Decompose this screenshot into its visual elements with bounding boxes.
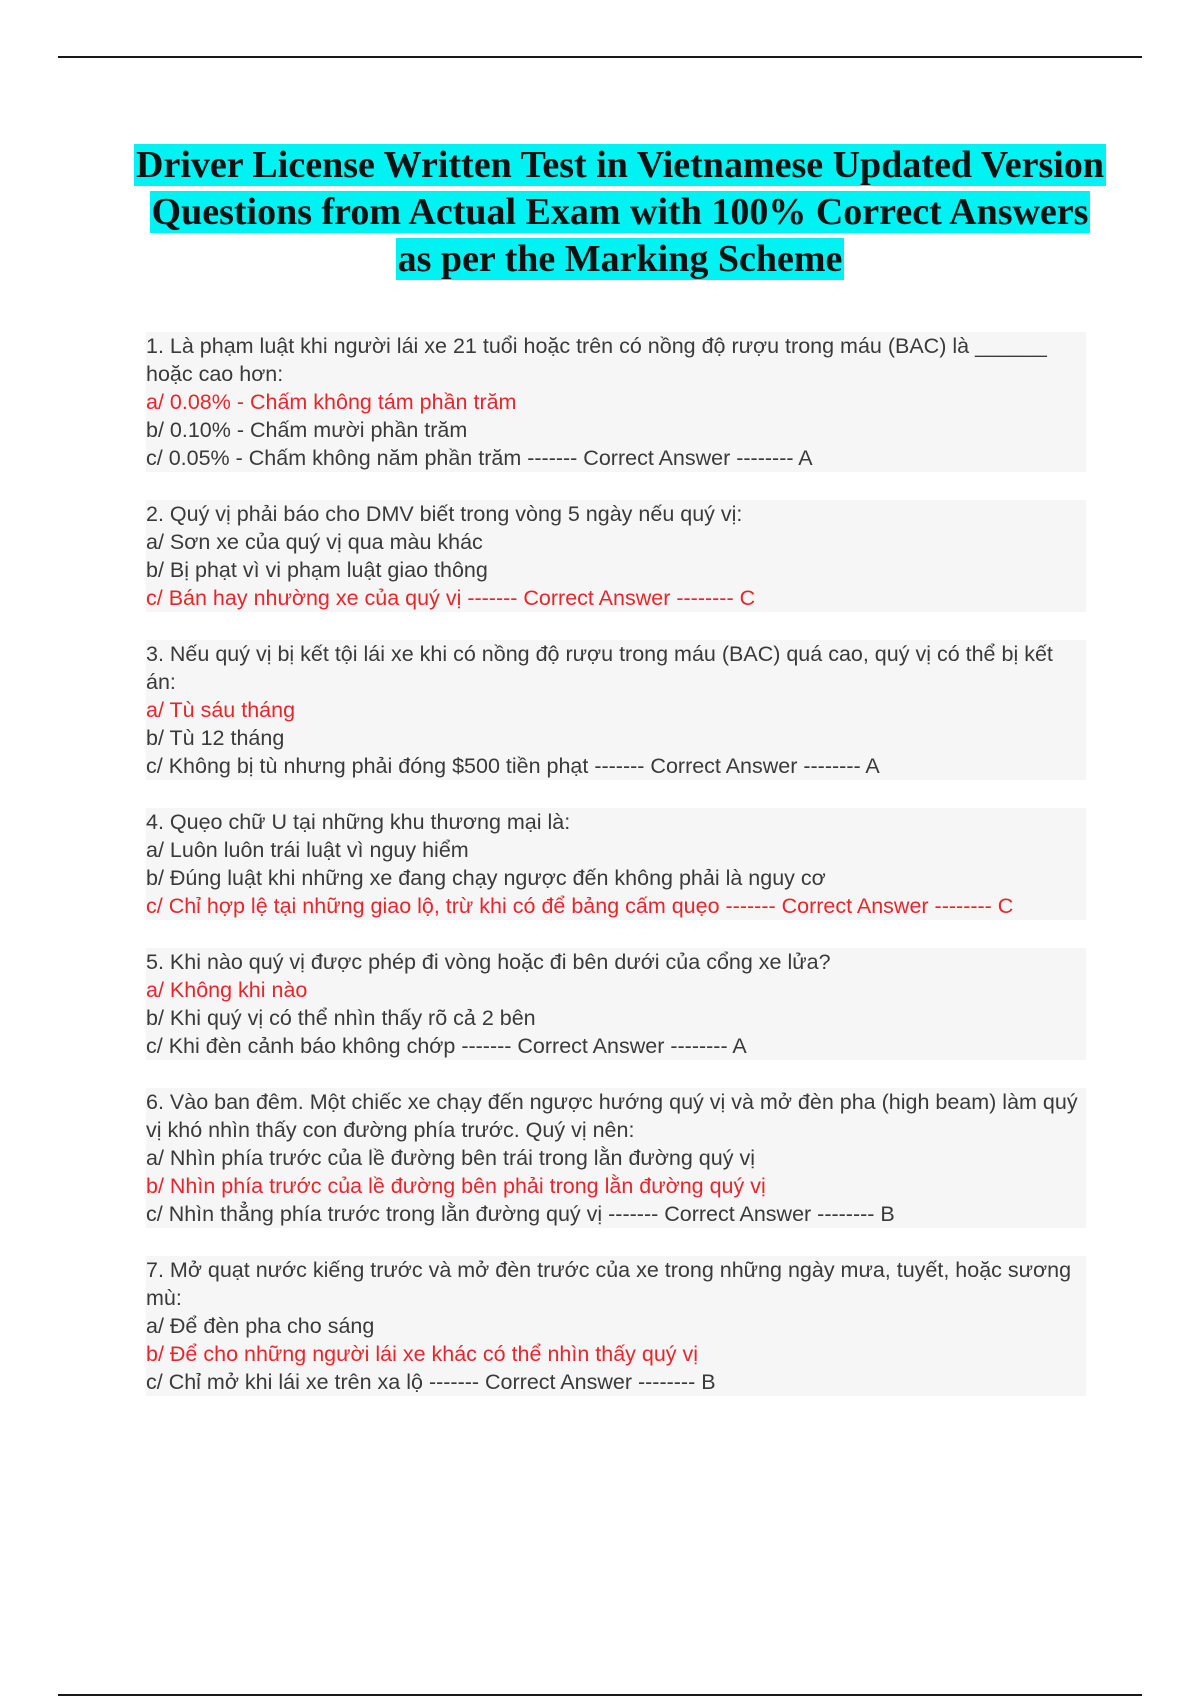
question-item	[146, 640, 1086, 780]
answer-option-c: c/ Nhìn thẳng phía trước trong lằn đường quý vị ------- Correct Answer -------- B	[146, 1200, 1086, 1228]
question-text: 7. Mở quạt nước kiếng trước và mở đèn trước của xe trong những ngày mưa, tuyết, hoặc sương mù:	[146, 1256, 1086, 1312]
question-item	[146, 948, 1086, 1060]
answer-option-b: b/ Nhìn phía trước của lề đường bên phải trong lằn đường quý vị	[146, 1172, 1086, 1200]
answer-option-a: a/ Luôn luôn trái luật vì nguy hiểm	[146, 836, 1086, 864]
answer-option-a: a/ Không khi nào	[146, 976, 1086, 1004]
answer-option-a: a/ Nhìn phía trước của lề đường bên trái trong lằn đường quý vị	[146, 1144, 1086, 1172]
question-item	[146, 332, 1086, 472]
question-item	[146, 500, 1086, 612]
answer-option-c: c/ Không bị tù nhưng phải đóng $500 tiền phạt ------- Correct Answer -------- A	[146, 752, 1086, 780]
question-text: 6. Vào ban đêm. Một chiếc xe chạy đến ngược hướng quý vị và mở đèn pha (high beam) làm quý vị khó nhìn thấy con đường phía trước. Quý vị nên:	[146, 1088, 1086, 1144]
answer-option-b: b/ Tù 12 tháng	[146, 724, 1086, 752]
bottom-rule	[58, 1694, 1142, 1696]
question-text: 3. Nếu quý vị bị kết tội lái xe khi có nồng độ rượu trong máu (BAC) quá cao, quý vị có thể bị kết án:	[146, 640, 1086, 696]
answer-option-b: b/ 0.10% - Chấm mười phần trăm	[146, 416, 1086, 444]
question-text: 1. Là phạm luật khi người lái xe 21 tuổi hoặc trên có nồng độ rượu trong máu (BAC) là ______ hoặc cao hơn:	[146, 332, 1086, 388]
document-title	[130, 142, 1110, 283]
question-text: 2. Quý vị phải báo cho DMV biết trong vòng 5 ngày nếu quý vị:	[146, 500, 1086, 528]
answer-option-b: b/ Bị phạt vì vi phạm luật giao thông	[146, 556, 1086, 584]
question-text: 4. Quẹo chữ U tại những khu thương mại là:	[146, 808, 1086, 836]
top-rule	[58, 56, 1142, 58]
answer-option-a: a/ Sơn xe của quý vị qua màu khác	[146, 528, 1086, 556]
answer-option-a: a/ Tù sáu tháng	[146, 696, 1086, 724]
answer-option-c: c/ Chỉ hợp lệ tại những giao lộ, trừ khi có để bảng cấm quẹo ------- Correct Answer -------- C	[146, 892, 1086, 920]
answer-option-c: c/ 0.05% - Chấm không năm phần trăm ------- Correct Answer -------- A	[146, 444, 1086, 472]
question-list	[146, 332, 1086, 1424]
answer-option-b: b/ Khi quý vị có thể nhìn thấy rõ cả 2 bên	[146, 1004, 1086, 1032]
answer-option-b: b/ Đúng luật khi những xe đang chạy ngược đến không phải là nguy cơ	[146, 864, 1086, 892]
question-item	[146, 1256, 1086, 1396]
answer-option-b: b/ Để cho những người lái xe khác có thể nhìn thấy quý vị	[146, 1340, 1086, 1368]
question-text: 5. Khi nào quý vị được phép đi vòng hoặc đi bên dưới của cổng xe lửa?	[146, 948, 1086, 976]
answer-option-c: c/ Chỉ mở khi lái xe trên xa lộ ------- Correct Answer -------- B	[146, 1368, 1086, 1396]
question-item	[146, 1088, 1086, 1228]
answer-option-a: a/ Để đèn pha cho sáng	[146, 1312, 1086, 1340]
title-text: Driver License Written Test in Vietnamese Updated Version Questions from Actual Exam with 100% Correct Answers as per the Marking Scheme	[136, 144, 1104, 280]
answer-option-a: a/ 0.08% - Chấm không tám phần trăm	[146, 388, 1086, 416]
question-item	[146, 808, 1086, 920]
answer-option-c: c/ Bán hay nhường xe của quý vị ------- Correct Answer -------- C	[146, 584, 1086, 612]
answer-option-c: c/ Khi đèn cảnh báo không chớp ------- Correct Answer -------- A	[146, 1032, 1086, 1060]
